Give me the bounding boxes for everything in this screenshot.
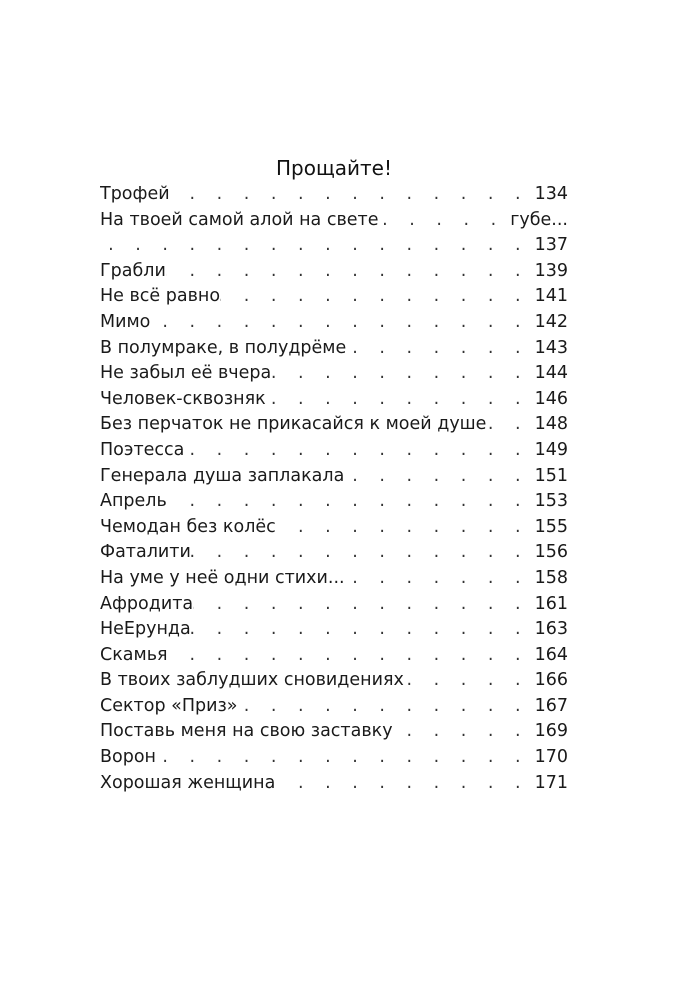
- toc-entry-title: Скамья: [100, 644, 168, 665]
- toc-entry: [100, 336, 568, 362]
- toc-entry: [100, 387, 568, 413]
- toc-entry-title: На уме у неё одни стихи...: [100, 567, 345, 588]
- toc-entry-page: 164: [534, 644, 568, 665]
- toc-entry: [100, 182, 568, 208]
- toc-entry: [100, 668, 568, 694]
- toc-entry-page: 139: [534, 260, 568, 281]
- toc-entry-title: Чемодан без колёс: [100, 516, 276, 537]
- toc-entry-title: Сектор «Приз»: [100, 695, 238, 716]
- toc-leader-dots: [344, 464, 534, 490]
- toc-entry: [100, 719, 568, 745]
- toc-entry: [100, 643, 568, 669]
- toc-entry-page: 171: [534, 772, 568, 793]
- toc-entry: [100, 515, 568, 541]
- toc-entry: [100, 259, 568, 285]
- toc-leader-dots: [266, 387, 535, 413]
- toc-entry-page: 167: [534, 695, 568, 716]
- toc-entry-title: Мимо: [100, 311, 151, 332]
- toc-entry-title: НеЕрунда: [100, 619, 191, 640]
- toc-entry-page: 144: [534, 363, 568, 384]
- toc-leader-dots: [193, 592, 534, 618]
- toc-entry-page: 141: [534, 286, 568, 307]
- toc-entry-title: Поставь меня на свою заставку: [100, 721, 393, 742]
- toc-entry: [100, 412, 568, 438]
- toc-entry-title: Не всё равно: [100, 286, 221, 307]
- toc-entry: [100, 745, 568, 771]
- toc-entry: [100, 540, 568, 566]
- toc-entry-title: Не забыл её вчера: [100, 363, 272, 384]
- toc-entry-page: 153: [534, 491, 568, 512]
- toc-entry: [100, 566, 568, 592]
- toc-entry: [100, 438, 568, 464]
- toc-entry-title: Поэтесса: [100, 439, 185, 460]
- toc-entry: [100, 617, 568, 643]
- toc-entry-title: Апрель: [100, 491, 167, 512]
- toc-leader-dots: [486, 412, 534, 438]
- toc-entry-continuation: [100, 233, 568, 259]
- toc-entry-page: 142: [534, 311, 568, 332]
- toc-leader-dots: [166, 259, 535, 285]
- toc-leader-dots: [345, 566, 535, 592]
- section-title: Прощайте!: [275, 156, 393, 180]
- toc-entry-page: губе...: [510, 209, 568, 230]
- toc-leader-dots: [184, 438, 534, 464]
- toc-entry-page: 137: [534, 235, 568, 256]
- toc-entry-page: 163: [534, 619, 568, 640]
- toc-entry: [100, 464, 568, 490]
- toc-entry: [100, 208, 568, 234]
- toc-entry-page: 156: [534, 542, 568, 563]
- toc-entry-title: В полумраке, в полудрёме: [100, 337, 347, 358]
- toc-leader-dots: [404, 668, 535, 694]
- toc-leader-dots: [220, 284, 535, 310]
- toc-entry-page: 161: [534, 593, 568, 614]
- toc-leader-dots: [238, 694, 535, 720]
- toc-entry-page: 146: [534, 388, 568, 409]
- toc-entry-page: 166: [534, 670, 568, 691]
- toc-entry: [100, 592, 568, 618]
- toc-leader-dots: [393, 719, 535, 745]
- toc-entry: [100, 489, 568, 515]
- toc-entry-title: В твоих заблудших сновидениях: [100, 670, 404, 691]
- toc-entry-page: 148: [534, 414, 568, 435]
- toc-entry-page: 158: [534, 567, 568, 588]
- toc-entry: [100, 694, 568, 720]
- toc-entry: [100, 310, 568, 336]
- toc-leader-dots: [191, 540, 535, 566]
- toc-leader-dots: [100, 233, 535, 259]
- toc-entry-title: Трофей: [100, 184, 170, 204]
- toc-entry-page: 134: [534, 184, 568, 204]
- toc-leader-dots: [150, 310, 534, 336]
- toc-entry-title: Хорошая женщина: [100, 772, 276, 793]
- toc-entry-title: Ворон: [100, 747, 156, 768]
- toc-entry: [100, 771, 568, 797]
- toc-entry-page: 155: [534, 516, 568, 537]
- toc-entry-page: 149: [534, 439, 568, 460]
- toc-entry-title: Грабли: [100, 260, 166, 281]
- toc-leader-dots: [168, 643, 535, 669]
- toc-leader-dots: [379, 208, 511, 234]
- toc-leader-dots: [275, 771, 534, 797]
- toc-leader-dots: [170, 182, 535, 208]
- toc-entry-title: Генерала душа заплакала: [100, 465, 345, 486]
- toc-entry-title: Без перчаток не прикасайся к моей душе: [100, 414, 487, 435]
- toc-leader-dots: [346, 336, 534, 362]
- toc-entry: [100, 284, 568, 310]
- toc-entry-page: 143: [534, 337, 568, 358]
- toc-entry-page: 169: [534, 721, 568, 742]
- toc-leader-dots: [167, 489, 535, 515]
- table-of-contents: [100, 182, 568, 796]
- toc-entry-page: 170: [534, 747, 568, 768]
- toc-leader-dots: [276, 515, 535, 541]
- toc-leader-dots: [271, 361, 534, 387]
- toc-entry-page: 151: [534, 465, 568, 486]
- toc-entry-title: Афродита: [100, 593, 194, 614]
- toc-leader-dots: [191, 617, 535, 643]
- toc-entry-title: Человек-сквозняк: [100, 388, 266, 409]
- toc-entry: [100, 361, 568, 387]
- toc-leader-dots: [156, 745, 535, 771]
- toc-entry-title: На твоей самой алой на свете: [100, 209, 379, 230]
- toc-entry-title: Фаталити: [100, 542, 191, 563]
